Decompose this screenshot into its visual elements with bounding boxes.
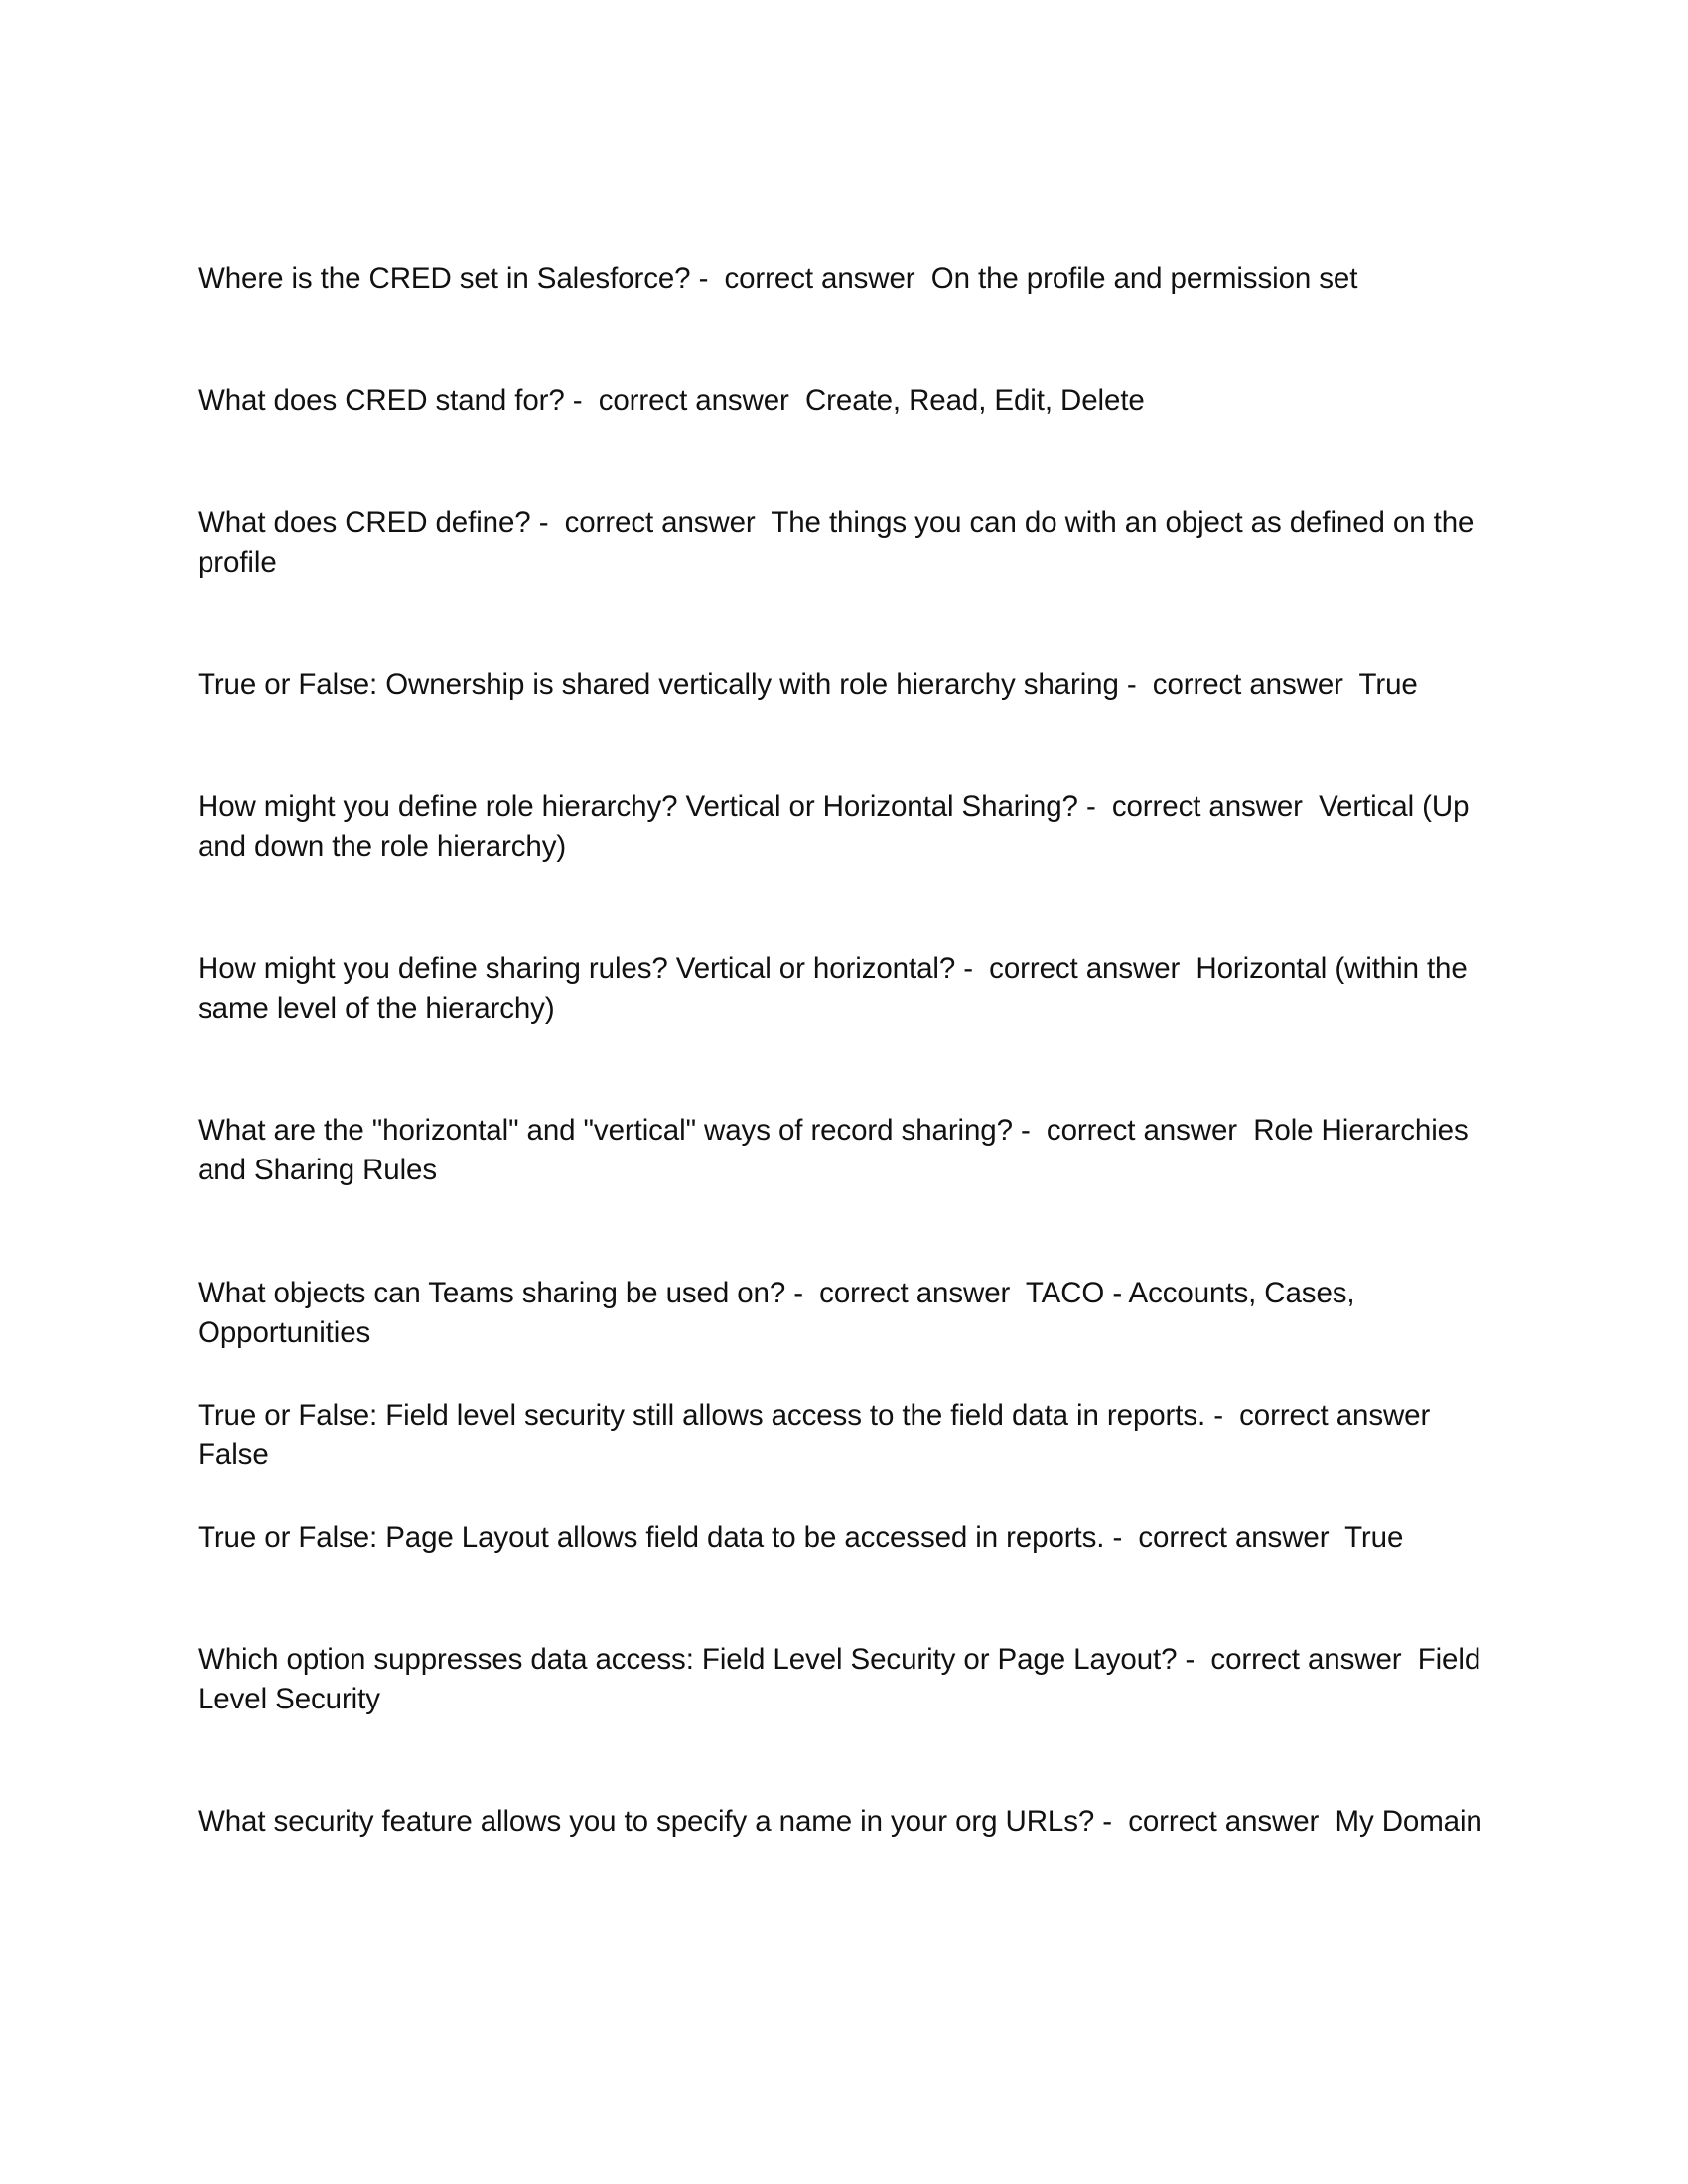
question-text: Where is the CRED set in Salesforce? — [198, 262, 691, 295]
question-text: What security feature allows you to specify a name in your org URLs? — [198, 1805, 1095, 1838]
answer-separator: - correct answer — [1118, 668, 1359, 701]
answer-text: Field Level Security — [198, 1643, 1489, 1715]
answer-text: True — [1358, 668, 1418, 701]
question-text: What objects can Teams sharing be used on? — [198, 1277, 786, 1309]
answer-text: Role Hierarchies and Sharing Rules — [198, 1114, 1477, 1186]
answer-separator: - correct answer — [1012, 1114, 1254, 1147]
qa-item-10 — [198, 1518, 1488, 1558]
question-text: What does CRED stand for? — [198, 384, 565, 417]
question-text: What does CRED define? — [198, 506, 531, 539]
qa-item-11 — [198, 1640, 1488, 1719]
answer-separator: - correct answer — [690, 262, 931, 295]
answer-text: TACO - Accounts, Cases, Opportunities — [198, 1277, 1363, 1349]
answer-text: Horizontal (within the same level of the hierarchy) — [198, 952, 1476, 1024]
qa-item-1 — [198, 259, 1488, 299]
answer-text: True — [1344, 1521, 1404, 1554]
answer-separator: - correct answer — [1104, 1521, 1345, 1554]
answer-separator: - correct answer — [1177, 1643, 1418, 1676]
question-text: Which option suppresses data access: Field Level Security or Page Layout? — [198, 1643, 1178, 1676]
answer-separator: - correct answer — [1205, 1399, 1447, 1432]
qa-item-3 — [198, 503, 1488, 583]
qa-item-2 — [198, 381, 1488, 421]
qa-item-6 — [198, 949, 1488, 1028]
answer-text: Create, Read, Edit, Delete — [804, 384, 1145, 417]
answer-text: The things you can do with an object as defined on the profile — [198, 506, 1482, 579]
qa-item-8 — [198, 1274, 1488, 1353]
answer-separator: - correct answer — [1094, 1805, 1336, 1838]
qa-item-4 — [198, 665, 1488, 705]
answer-separator: - correct answer — [1077, 790, 1320, 823]
answer-separator: - correct answer — [955, 952, 1196, 985]
answer-text: Vertical (Up and down the role hierarchy) — [198, 790, 1477, 863]
question-text: True or False: Ownership is shared vertically with role hierarchy sharing — [198, 668, 1119, 701]
answer-separator: - correct answer — [564, 384, 805, 417]
answer-separator: - correct answer — [530, 506, 772, 539]
question-text: True or False: Page Layout allows field data to be accessed in reports. — [198, 1521, 1105, 1554]
qa-item-5 — [198, 787, 1488, 867]
question-text: How might you define role hierarchy? Vertical or Horizontal Sharing? — [198, 790, 1078, 823]
answer-separator: - correct answer — [785, 1277, 1026, 1309]
qa-item-9 — [198, 1396, 1488, 1475]
answer-text: False — [198, 1438, 269, 1471]
qa-item-12 — [198, 1802, 1488, 1842]
question-text: How might you define sharing rules? Vertical or horizontal? — [198, 952, 956, 985]
answer-text: On the profile and permission set — [930, 262, 1358, 295]
answer-text: My Domain — [1335, 1805, 1482, 1838]
qa-item-7 — [198, 1111, 1488, 1190]
question-text: What are the "horizontal" and "vertical" ways of record sharing? — [198, 1114, 1013, 1147]
question-text: True or False: Field level security still allows access to the field data in reports. — [198, 1399, 1206, 1432]
